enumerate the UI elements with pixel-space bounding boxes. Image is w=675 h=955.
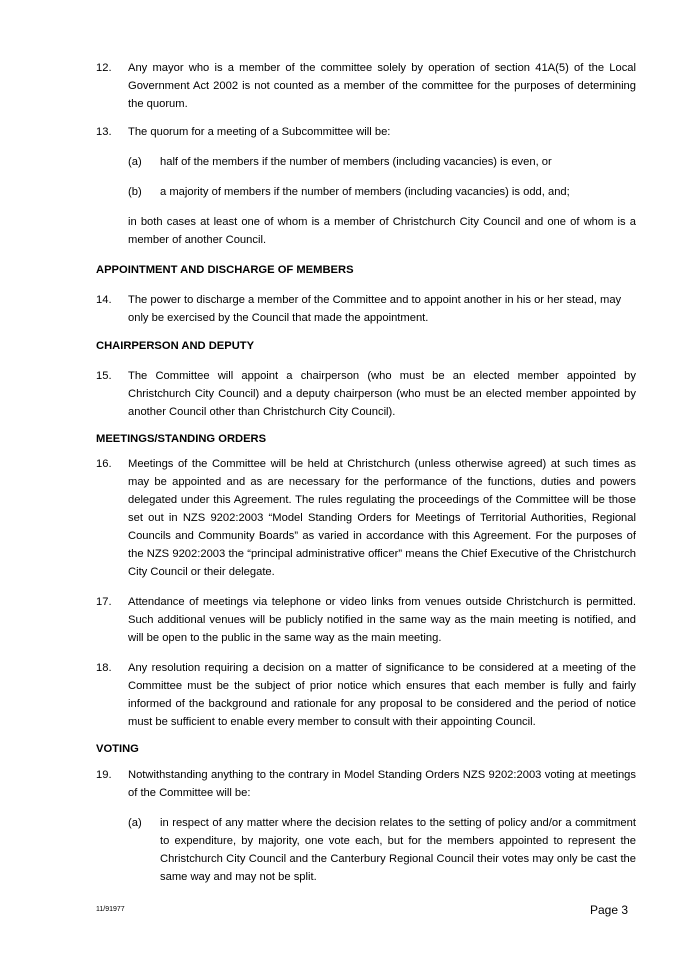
paragraph-16 [96,455,636,581]
paragraph-text: Meetings of the Committee will be held at Christchurch (unless otherwise agreed) at such times as may be appointed and as are necessary for the performance of the functions, duties and powers delegated under this Agreement. The rules regulating the proceedings of the Committee will be those set out in NZS 9202:2003 “Model Standing Orders for Meetings of Territorial Authorities, Regional Councils and Community Boards” as varied in accordance with this Agreement. For the purposes of the NZS 9202:2003 the “principal administrative officer” means the Chief Executive of the Christchurch City Council or their delegate. [128,458,636,578]
section-heading-meetings: MEETINGS/STANDING ORDERS [96,433,267,445]
paragraph-number: 16. [96,458,112,470]
paragraph-number: 13. [96,126,112,138]
paragraph-15 [96,367,636,421]
section-heading-voting: VOTING [96,743,139,755]
subparagraph-letter: (a) [128,156,142,168]
paragraph-text: Notwithstanding anything to the contrary in Model Standing Orders NZS 9202:2003 voting at meetings of the Committee will be: [128,769,636,799]
paragraph-text: Attendance of meetings via telephone or video links from venues outside Christchurch is permitted. Such additional venues will be publicly notified in the same way as the main meeting is notified, and will be open to the public in the same way as the main meeting. [128,596,636,644]
subparagraph-19a [128,814,636,886]
subparagraph-13a [128,153,636,171]
paragraph-number: 18. [96,662,112,674]
paragraph-number: 17. [96,596,112,608]
paragraph-number: 19. [96,769,112,781]
paragraph-number: 14. [96,294,112,306]
subparagraph-letter: (a) [128,817,142,829]
paragraph-18 [96,659,636,731]
subparagraph-13b [128,183,636,201]
paragraph-17 [96,593,636,647]
paragraph-text: Any mayor who is a member of the committee solely by operation of section 41A(5) of the Local Government Act 2002 is not counted as a member of the committee for the purposes of determining the quorum. [128,62,636,110]
paragraph-19 [96,766,636,802]
paragraph-text: The Committee will appoint a chairperson (who must be an elected member appointed by Christchurch City Council) and a deputy chairperson (who must be an elected member appointed by another Council other than Christchurch City Council). [128,370,636,418]
document-reference-code: 11/91977 [96,906,125,913]
paragraph-14 [96,291,636,327]
paragraph-text: Any resolution requiring a decision on a matter of significance to be considered at a meeting of the Committee must be the subject of prior notice which ensures that each member is fully and fairly informed of the background and rationale for any proposal to be considered and the period of notice must be sufficient to enable every member to consult with their appointing Council. [128,662,636,728]
paragraph-13 [96,123,636,141]
paragraph-13-continuation: in both cases at least one of whom is a member of Christchurch City Council and one of whom is a member of another Council. [128,216,636,246]
paragraph-text: The quorum for a meeting of a Subcommittee will be: [128,126,391,138]
paragraph-text: The power to discharge a member of the Committee and to appoint another in his or her stead, may only be exercised by the Council that made the appointment. [128,294,622,324]
subparagraph-text: in respect of any matter where the decision relates to the setting of policy and/or a commitment to expenditure, by majority, one vote each, but for the members appointed to represent the Christchurch City Council and the Canterbury Regional Council their votes may only be cast the same way and may not be split. [160,817,636,883]
subparagraph-letter: (b) [128,186,142,198]
paragraph-12 [96,59,636,113]
subparagraph-text: a majority of members if the number of members (including vacancies) is odd, and; [160,186,570,198]
paragraph-number: 12. [96,62,112,74]
page-number: Page 3 [590,903,629,917]
section-heading-appointment: APPOINTMENT AND DISCHARGE OF MEMBERS [96,264,354,276]
section-heading-chairperson: CHAIRPERSON AND DEPUTY [96,340,255,352]
subparagraph-text: half of the members if the number of members (including vacancies) is even, or [160,156,552,168]
paragraph-number: 15. [96,370,112,382]
